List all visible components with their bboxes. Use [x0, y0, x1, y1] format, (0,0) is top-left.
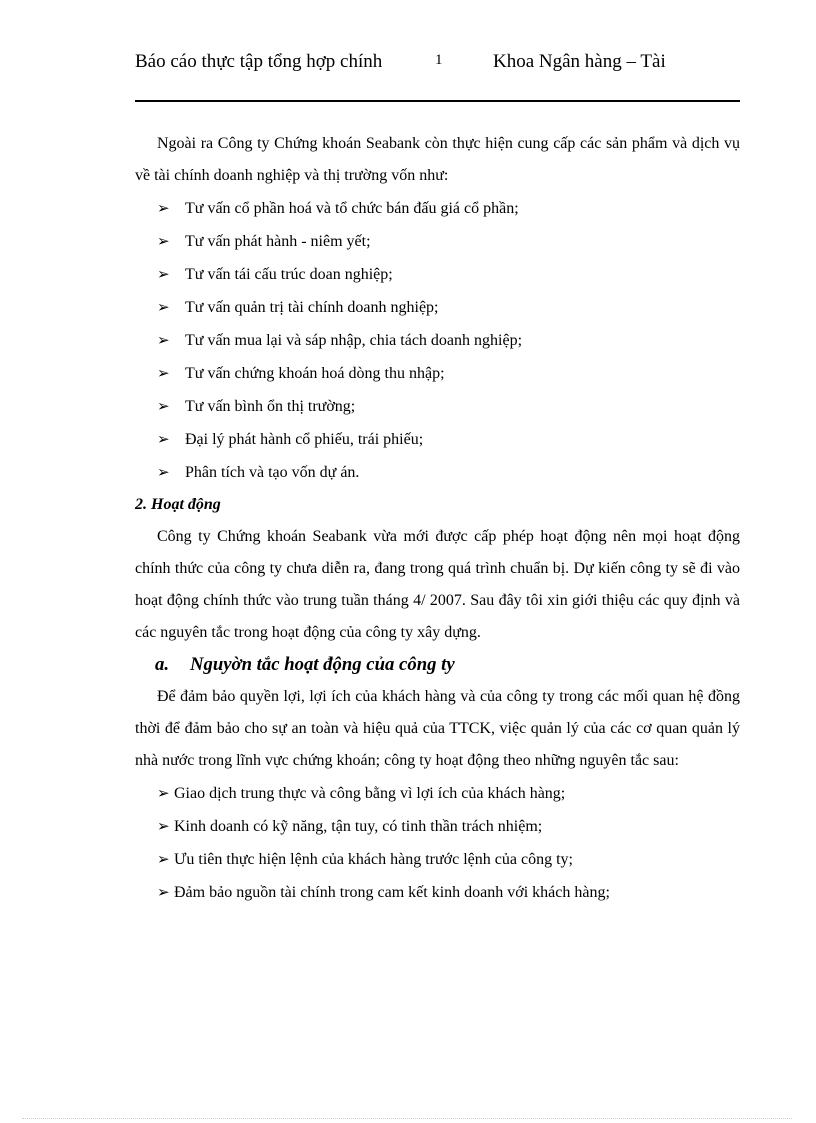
principles-list	[135, 777, 740, 909]
arrow-bullet-icon: ➢	[157, 265, 170, 283]
section-heading: 2. Hoạt động	[135, 496, 221, 513]
arrow-bullet-icon: ➢	[157, 784, 170, 802]
page-number: 1	[435, 52, 443, 68]
subsection-title: Nguyờn tắc hoạt động của công ty	[190, 654, 455, 675]
list-item: ➢ Đảm bảo nguồn tài chính trong cam kết kinh doanh với khách hàng;	[135, 876, 740, 909]
list-item: ➢ Tư vấn phát hành - niêm yết;	[135, 225, 740, 258]
arrow-bullet-icon: ➢	[157, 331, 170, 349]
list-item: ➢ Tư vấn chứng khoán hoá dòng thu nhập;	[135, 357, 740, 390]
subsection-letter: a.	[155, 654, 170, 675]
arrow-bullet-icon: ➢	[157, 430, 170, 448]
document-body	[135, 128, 740, 909]
services-list	[135, 192, 740, 489]
list-item: ➢ Phân tích và tạo vốn dự án.	[135, 456, 740, 489]
list-item: ➢ Giao dịch trung thực và công bằng vì lợi ích của khách hàng;	[135, 777, 740, 810]
list-item: ➢ Tư vấn quản trị tài chính doanh nghiệp;	[135, 291, 740, 324]
list-item: ➢ Đại lý phát hành cổ phiếu, trái phiếu;	[135, 423, 740, 456]
intro-paragraph: Ngoài ra Công ty Chứng khoán Seabank còn thực hiện cung cấp các sản phẩm và dịch vụ về tài chính doanh nghiệp và thị trường vốn như:	[135, 135, 740, 184]
page-header	[135, 50, 740, 102]
arrow-bullet-icon: ➢	[157, 199, 170, 217]
subsection-heading	[135, 649, 740, 681]
arrow-bullet-icon: ➢	[157, 463, 170, 481]
arrow-bullet-icon: ➢	[157, 397, 170, 415]
list-item: ➢ Tư vấn bình ổn thị trường;	[135, 390, 740, 423]
arrow-bullet-icon: ➢	[157, 850, 170, 868]
header-faculty: Khoa Ngân hàng – Tài	[493, 51, 666, 72]
list-item: ➢ Tư vấn cổ phần hoá và tổ chức bán đấu giá cổ phần;	[135, 192, 740, 225]
list-item: ➢ Kinh doanh có kỹ năng, tận tuy, có tinh thần trách nhiệm;	[135, 810, 740, 843]
list-item: ➢ Tư vấn tái cấu trúc doan nghiệp;	[135, 258, 740, 291]
arrow-bullet-icon: ➢	[157, 232, 170, 250]
arrow-bullet-icon: ➢	[157, 364, 170, 382]
section-paragraph: Công ty Chứng khoán Seabank vừa mới được cấp phép hoạt động nên mọi hoạt động chính thức của công ty chưa diễn ra, đang trong quá trình chuẩn bị. Dự kiến công ty sẽ đi vào hoạt động chính thức vào trung tuần tháng 4/ 2007. Sau đây tôi xin giới thiệu các quy định và các nguyên tắc trong hoạt động của công ty xây dựng.	[135, 528, 740, 641]
list-item: ➢ Tư vấn mua lại và sáp nhập, chia tách doanh nghiệp;	[135, 324, 740, 357]
page-bottom-divider	[22, 1118, 792, 1119]
arrow-bullet-icon: ➢	[157, 298, 170, 316]
arrow-bullet-icon: ➢	[157, 817, 170, 835]
subsection-paragraph: Để đảm bảo quyền lợi, lợi ích của khách hàng và của công ty trong các mối quan hệ đồng thời để đảm bảo cho sự an toàn và hiệu quả của TTCK, việc quản lý của các cơ quan quản lý nhà nước trong lĩnh vực chứng khoán; công ty hoạt động theo những nguyên tắc sau:	[135, 688, 740, 769]
list-item: ➢ Ưu tiên thực hiện lệnh của khách hàng trước lệnh của công ty;	[135, 843, 740, 876]
arrow-bullet-icon: ➢	[157, 883, 170, 901]
header-report-title: Báo cáo thực tập tổng hợp chính	[135, 51, 383, 72]
